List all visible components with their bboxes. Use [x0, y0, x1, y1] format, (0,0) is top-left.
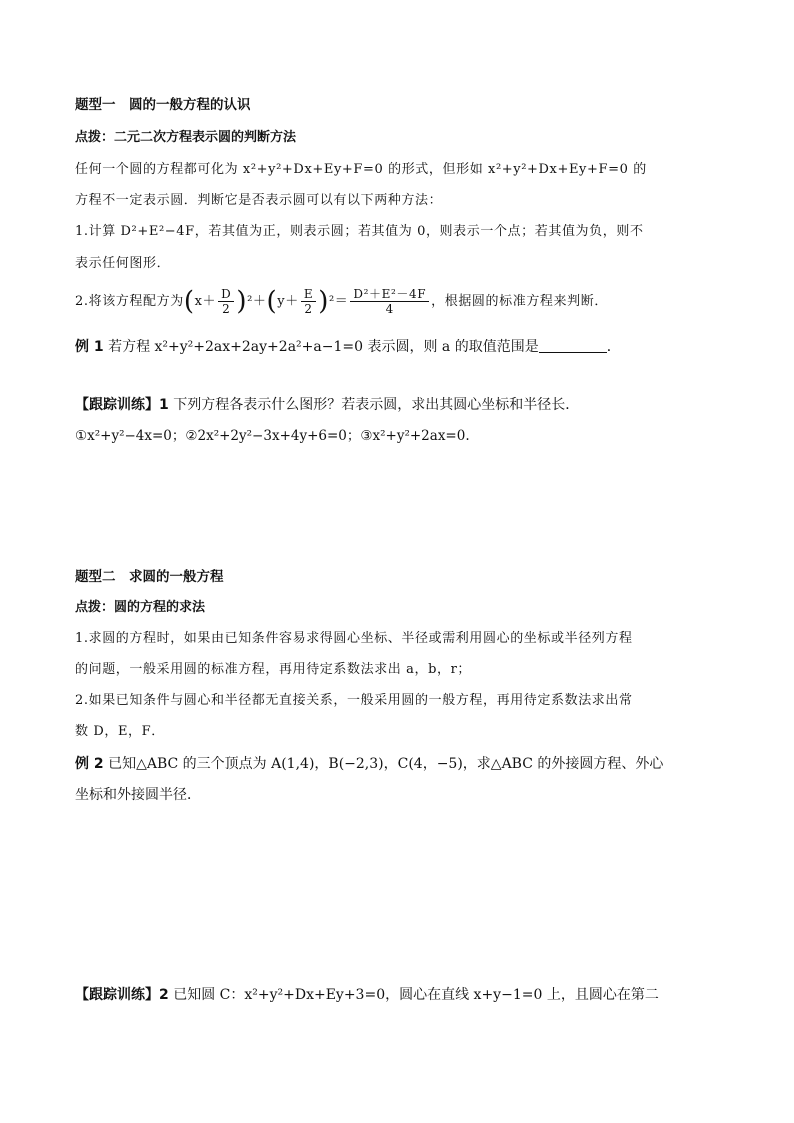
training-2	[75, 985, 734, 1005]
section1-hint: 点拨：二元二次方程表示圆的判断方法	[75, 130, 297, 145]
formula-tail: ，根据圆的标准方程来判断．	[431, 294, 608, 309]
left-paren: (	[183, 286, 195, 317]
training-1	[75, 395, 734, 415]
answer-blank	[539, 338, 607, 353]
completing-square-formula	[75, 282, 734, 322]
section2-paragraph-4: 数 D，E，F．	[75, 724, 165, 739]
section1-paragraph-1: 任何一个圆的方程都可化为 x²+y²+Dx+Ey+F=0 的形式，但形如 x²+y²+Dx+Ey+F=0 的	[75, 162, 647, 177]
formula-y-term: y＋	[277, 294, 299, 309]
fraction-e-over-2	[301, 287, 316, 316]
example-1	[75, 337, 734, 357]
section1-title: 题型一 圆的一般方程的认识	[75, 97, 251, 113]
fraction-denominator: 4	[385, 302, 394, 316]
fraction-d-over-2	[218, 287, 234, 316]
formula-x-term: x＋	[194, 294, 217, 309]
section2-paragraph-2: 的问题，一般采用圆的标准方程，再用待定系数法求出 a，b，r；	[75, 662, 472, 677]
example-1-end: ．	[606, 339, 621, 355]
left-paren: (	[266, 286, 278, 317]
right-paren: )	[318, 286, 329, 317]
example-2-label: 例 2	[75, 756, 104, 772]
training-2-label: 【跟踪训练】2	[75, 987, 169, 1003]
section2-paragraph-3: 2.如果已知条件与圆心和半径都无直接关系，一般采用圆的一般方程，再用待定系数法求出常	[75, 693, 633, 708]
section2-paragraph-1: 1.求圆的方程时，如果由已知条件容易求得圆心坐标、半径或需利用圆心的坐标或半径列方程	[75, 631, 633, 646]
section2-title: 题型二 求圆的一般方程	[75, 569, 224, 585]
section1-paragraph-3: 1.计算 D²+E²−4F，若其值为正，则表示圆；若其值为 0，则表示一个点；若其值为负，则不	[75, 224, 644, 239]
fraction-denominator: 2	[222, 302, 231, 316]
right-paren: )	[236, 286, 248, 317]
section1-paragraph-2: 方程不一定表示圆．判断它是否表示圆可以有以下两种方法：	[75, 193, 443, 208]
formula-square-1: ²＋	[247, 294, 267, 309]
training-1-label: 【跟踪训练】1	[75, 397, 169, 413]
example-1-label: 例 1	[75, 339, 104, 355]
section2-hint: 点拨：圆的方程的求法	[75, 600, 206, 615]
training-1-text: 下列方程各表示什么图形？若表示圆，求出其圆心坐标和半径长．	[168, 397, 580, 413]
fraction-numerator: D²＋E²－4F	[350, 287, 429, 302]
example-2-text: 已知△ABC 的三个顶点为 A(1,4)，B(−2,3)，C(4，−5)，求△ABC 的外接圆方程、外心	[103, 756, 664, 772]
example-2	[75, 754, 734, 774]
fraction-radius-squared	[350, 287, 429, 316]
formula-square-2: ²＝	[328, 294, 349, 309]
fraction-numerator: D	[218, 287, 234, 302]
example-1-text: 若方程 x²+y²+2ax+2ay+2a²+a−1=0 表示圆，则 a 的取值范围是	[103, 339, 539, 355]
example-2-continued: 坐标和外接圆半径．	[75, 787, 201, 803]
formula-lead: 2.将该方程配方为	[75, 294, 184, 309]
training-2-text: 已知圆 C：x²+y²+Dx+Ey+3=0，圆心在直线 x+y−1=0 上，且圆心在第二	[168, 987, 659, 1003]
fraction-denominator: 2	[304, 302, 313, 316]
training-1-items: ①x²+y²−4x=0；②2x²+2y²−3x+4y+6=0；③x²+y²+2ax=0.	[75, 428, 470, 444]
section1-paragraph-4: 表示任何图形．	[75, 256, 171, 271]
fraction-numerator: E	[301, 287, 316, 302]
